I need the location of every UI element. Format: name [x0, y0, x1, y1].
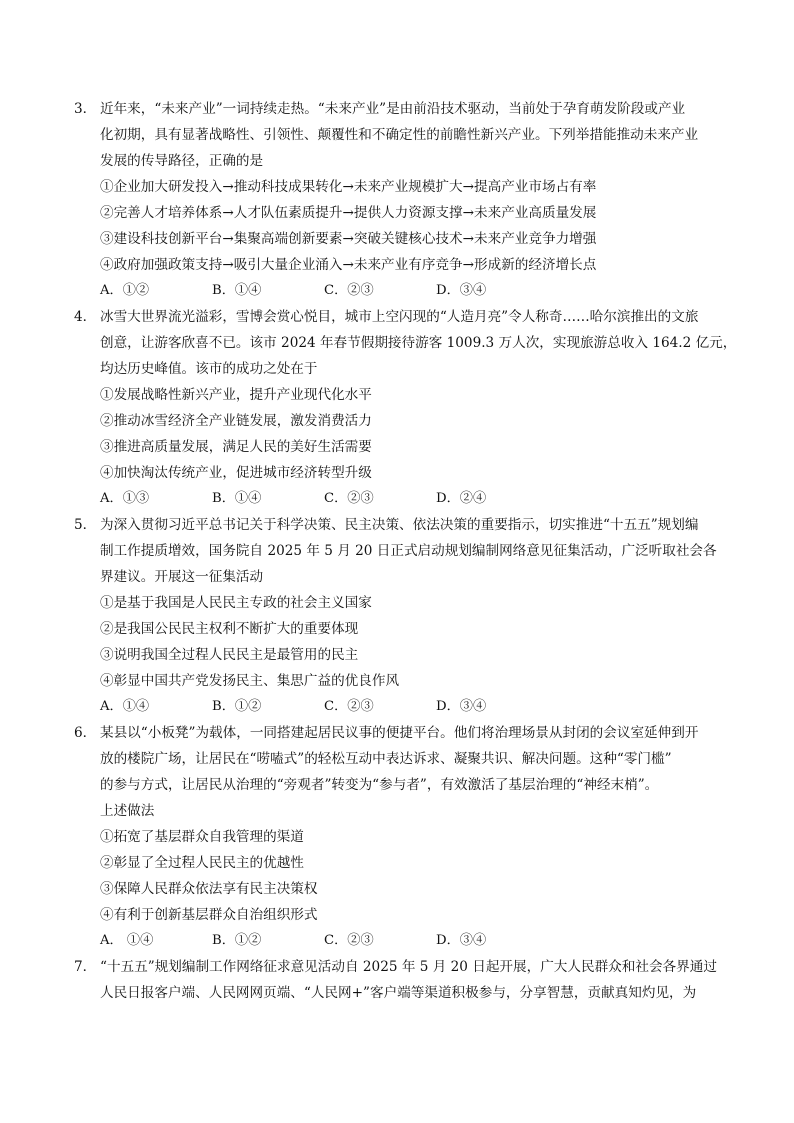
statement-item: ①拓宽了基层群众自我管理的渠道	[100, 829, 304, 845]
question-number: 7．	[74, 959, 97, 975]
question-4	[74, 304, 737, 512]
question-3	[74, 96, 734, 304]
question-stem-line: 冰雪大世界流光溢彩，雪博会赏心悦目，城市上空闪现的“人造月亮”令人称奇……哈尔滨推出的文旅	[100, 309, 699, 325]
statement-item: ③保障人民群众依法享有民主决策权	[100, 881, 318, 897]
option-b[interactable]: B．①②	[212, 699, 262, 714]
statement-item: ②是我国公民民主权利不断扩大的重要体现	[100, 621, 359, 637]
statement-item: ①发展战略性新兴产业，提升产业现代化水平	[100, 387, 372, 403]
option-c[interactable]: C．②③	[324, 933, 374, 948]
question-5	[74, 512, 734, 720]
option-d[interactable]: D．③④	[436, 933, 487, 948]
statement-item: ①是基于我国是人民民主专政的社会主义国家	[100, 595, 372, 611]
statement-item: ①企业加大研发投入→推动科技成果转化→未来产业规模扩大→提高产业市场占有率	[100, 179, 597, 195]
question-number: 3．	[74, 101, 97, 117]
question-stem-line: 均达历史峰值。该市的成功之处在于	[100, 361, 318, 377]
option-c[interactable]: C．②③	[324, 283, 374, 298]
question-number: 4．	[74, 309, 97, 325]
question-stem-line: 近年来，“未来产业”一词持续走热。“未来产业”是由前沿技术驱动，当前处于孕育萌发阶段或产业	[100, 101, 686, 117]
option-c[interactable]: C．②③	[324, 699, 374, 714]
question-stem-line: 界建议。开展这一征集活动	[100, 569, 264, 585]
statement-item: ③建设科技创新平台→集聚高端创新要素→突破关键核心技术→未来产业竞争力增强	[100, 231, 597, 247]
statement-item: ④政府加强政策支持→吸引大量企业涌入→未来产业有序竞争→形成新的经济增长点	[100, 257, 597, 273]
option-b[interactable]: B．①④	[212, 491, 262, 506]
answer-options	[74, 694, 734, 720]
statement-item: ④有利于创新基层群众自治组织形式	[100, 907, 318, 923]
question-stem-line: 为深入贯彻习近平总书记关于科学决策、民主决策、依法决策的重要指示，切实推进“十五五”规划编	[100, 517, 699, 533]
statement-item: ②推动冰雪经济全产业链发展，激发消费活力	[100, 413, 372, 429]
option-a[interactable]: A． ①④	[100, 933, 154, 948]
question-stem-line: 化初期，具有显著战略性、引领性、颠覆性和不确定性的前瞻性新兴产业。下列举措能推动未来产业	[100, 127, 699, 143]
statement-item: ③说明我国全过程人民民主是最管用的民主	[100, 647, 359, 663]
option-a[interactable]: A．①④	[100, 699, 150, 714]
question-6	[74, 720, 734, 954]
option-b[interactable]: B．①④	[212, 283, 262, 298]
option-d[interactable]: D．③④	[436, 283, 487, 298]
option-d[interactable]: D．③④	[436, 699, 487, 714]
question-stem-line: 上述做法	[100, 803, 155, 819]
option-a[interactable]: A．①③	[100, 491, 150, 506]
question-stem-line: 某县以“小板凳”为载体，一同搭建起居民议事的便捷平台。他们将治理场景从封闭的会议室延伸到开	[100, 725, 699, 741]
option-a[interactable]: A．①②	[100, 283, 150, 298]
question-7	[74, 954, 734, 1006]
question-stem-line: 发展的传导路径，正确的是	[100, 153, 264, 169]
statement-item: ②彰显了全过程人民民主的优越性	[100, 855, 304, 871]
question-stem-line: 人民日报客户端、人民网网页端、“人民网+”客户端等渠道积极参与，分享智慧，贡献真知灼见，为	[100, 985, 697, 1001]
answer-options	[74, 278, 734, 304]
question-number: 6．	[74, 725, 97, 741]
statement-item: ③推进高质量发展，满足人民的美好生活需要	[100, 439, 372, 455]
question-number: 5．	[74, 517, 97, 533]
statement-item: ④加快淘汰传统产业，促进城市经济转型升级	[100, 465, 372, 481]
statement-item: ④彰显中国共产党发扬民主、集思广益的优良作风	[100, 673, 400, 689]
answer-options	[74, 486, 734, 512]
question-stem-line: 制工作提质增效，国务院自 2025 年 5 月 20 日正式启动规划编制网络意见征集活动，广泛听取社会各	[100, 543, 717, 559]
question-stem-line: 创意，让游客欣喜不已。该市 2024 年春节假期接待游客 1009.3 万人次，实现旅游总收入 164.2 亿元，	[100, 335, 737, 351]
statement-item: ②完善人才培养体系→人才队伍素质提升→提供人力资源支撑→未来产业高质量发展	[100, 205, 597, 221]
option-c[interactable]: C．②③	[324, 491, 374, 506]
answer-options	[74, 928, 734, 954]
question-stem-line: “十五五”规划编制工作网络征求意见活动自 2025 年 5 月 20 日起开展，广大人民群众和社会各界通过	[100, 959, 717, 975]
option-b[interactable]: B．①②	[212, 933, 262, 948]
question-stem-line: 放的楼院广场，让居民在“唠嗑式”的轻松互动中表达诉求、凝聚共识、解决问题。这种“零门槛”	[100, 751, 672, 767]
question-stem-line: 的参与方式，让居民从治理的“旁观者”转变为“参与者”，有效激活了基层治理的“神经末梢”。	[100, 777, 659, 793]
option-d[interactable]: D．②④	[436, 491, 487, 506]
